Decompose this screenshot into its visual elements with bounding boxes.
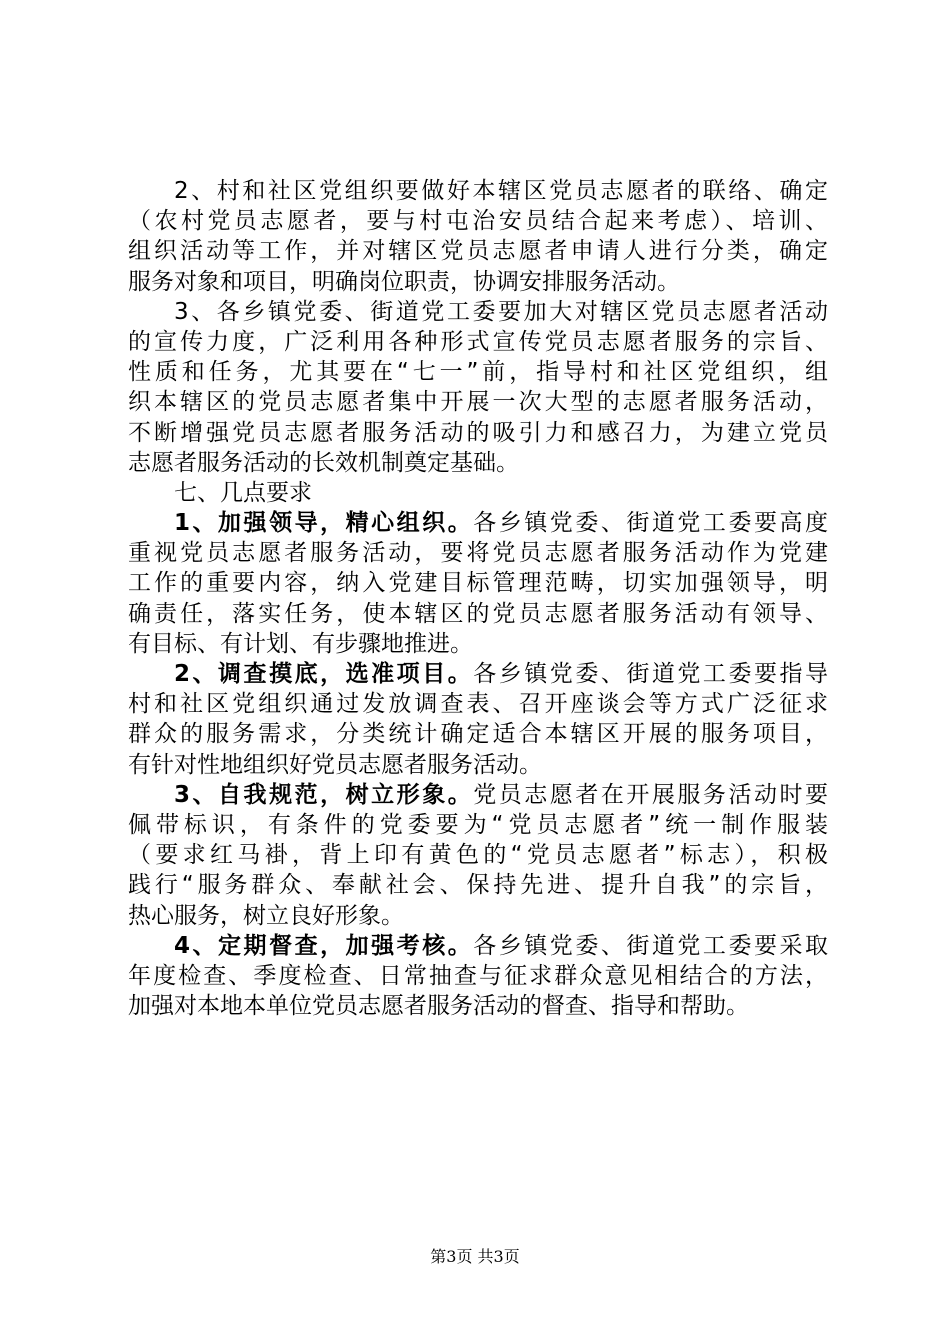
text-line: 组织活动等工作，并对辖区党员志愿者申请人进行分类，确定 xyxy=(128,238,828,265)
text-line: （农村党员志愿者，要与村屯治安员结合起来考虑）、培训、 xyxy=(128,208,828,235)
text-line: 志愿者服务活动的长效机制奠定基础。 xyxy=(128,449,519,476)
text-line xyxy=(128,508,828,538)
requirement-lead: 3、自我规范，树立形象。 xyxy=(174,781,474,808)
page-footer: 第3页 共3页 xyxy=(430,1247,520,1266)
text-line: 3、各乡镇党委、街道党工委要加大对辖区党员志愿者活动 xyxy=(174,298,828,325)
text-line: 践行“服务群众、奉献社会、保持先进、提升自我”的宗旨， xyxy=(128,872,828,899)
text-line: 村和社区党组织通过发放调查表、召开座谈会等方式广泛征求 xyxy=(128,691,828,718)
requirement-text: 各乡镇党委、街道党工委要采取 xyxy=(473,932,829,959)
text-line: 加强对本地本单位党员志愿者服务活动的督查、指导和帮助。 xyxy=(128,993,749,1020)
requirement-text: 各乡镇党委、街道党工委要高度 xyxy=(473,510,829,537)
requirement-lead: 2、调查摸底，选准项目。 xyxy=(174,661,474,687)
text-line: 2、村和社区党组织要做好本辖区党员志愿者的联络、确定 xyxy=(174,178,828,204)
text-line: 重视党员志愿者服务活动，要将党员志愿者服务活动作为党建 xyxy=(128,540,828,567)
text-line xyxy=(128,659,828,689)
document-body xyxy=(128,176,828,1021)
requirement-text: 党员志愿者在开展服务活动时要 xyxy=(473,781,829,808)
text-line: （要求红马褂，背上印有黄色的“党员志愿者”标志），积极 xyxy=(128,842,828,869)
text-line: 佩带标识，有条件的党委要为“党员志愿者”统一制作服装 xyxy=(128,811,828,838)
text-line: 的宣传力度，广泛利用各种形式宣传党员志愿者服务的宗旨、 xyxy=(128,328,828,355)
text-line xyxy=(128,931,828,961)
text-line xyxy=(128,780,828,810)
text-line: 有针对性地组织好党员志愿者服务活动。 xyxy=(128,751,542,778)
text-line: 年度检查、季度检查、日常抽查与征求群众意见相结合的方法， xyxy=(128,962,828,989)
text-line: 有目标、有计划、有步骤地推进。 xyxy=(128,630,473,657)
requirement-lead: 4、定期督查，加强考核。 xyxy=(174,932,474,959)
text-line: 确责任，落实任务，使本辖区的党员志愿者服务活动有领导、 xyxy=(128,600,828,627)
section-heading: 七、几点要求 xyxy=(174,479,312,506)
requirement-text: 各乡镇党委、街道党工委要指导 xyxy=(473,661,829,687)
text-line: 服务对象和项目，明确岗位职责，协调安排服务活动。 xyxy=(128,268,680,295)
text-line: 织本辖区的党员志愿者集中开展一次大型的志愿者服务活动， xyxy=(128,389,828,416)
text-line: 性质和任务，尤其要在“七一”前，指导村和社区党组织，组 xyxy=(128,359,828,386)
text-line: 群众的服务需求，分类统计确定适合本辖区开展的服务项目， xyxy=(128,721,828,748)
text-line: 不断增强党员志愿者服务活动的吸引力和感召力，为建立党员 xyxy=(128,419,828,446)
text-line: 热心服务，树立良好形象。 xyxy=(128,902,404,929)
text-line: 工作的重要内容，纳入党建目标管理范畴，切实加强领导，明 xyxy=(128,570,828,597)
requirement-lead: 1、加强领导，精心组织。 xyxy=(174,510,474,537)
